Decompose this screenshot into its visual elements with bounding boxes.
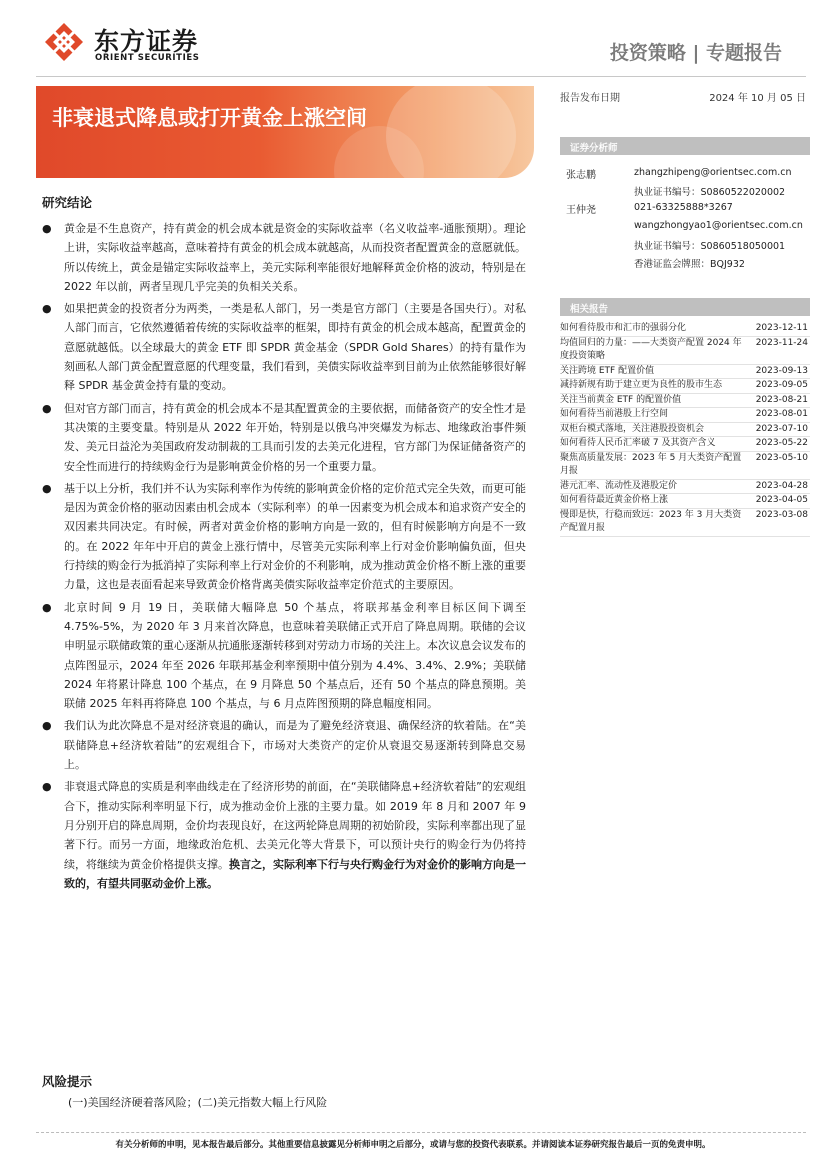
analyst-license: 执业证书编号：S0860522020002 (634, 187, 786, 198)
footer-divider (36, 1132, 806, 1133)
related-report-item[interactable] (560, 379, 810, 394)
conclusion-bullet (42, 777, 526, 893)
orient-securities-logo (44, 22, 234, 66)
conclusion-bullet (42, 399, 526, 476)
bullet-icon: ● (42, 719, 52, 733)
analyst-hk-license: 香港证监会牌照：BQJ932 (634, 259, 745, 270)
report-date-value: 2024 年 10 月 05 日 (709, 93, 806, 104)
related-report-title[interactable]: 港元汇率、流动性及港股定价 (560, 480, 678, 491)
header-divider (36, 76, 806, 77)
analysts-header-label: 证券分析师 (570, 143, 618, 154)
related-report-date: 2023-05-10 (755, 452, 808, 463)
related-report-date: 2023-04-05 (755, 495, 808, 505)
related-report-title[interactable]: 双柜台模式落地，关注港股投资机会 (560, 423, 705, 434)
bullet-text: 但对官方部门而言，持有黄金的机会成本不是其配置黄金的主要依据，而储备资产的安全性才是其决策的主要变量。特别是从 2022 年开始，特别是以俄乌冲突爆发为标志、地缘政治事件频发、美元日益沦为美国政府发动制裁的工具而引发的去美元化进程，官方部门为保证储备资产的安全性而进行的持续购金行为是影响黄金价格的另一个重要力量。 (64, 401, 526, 473)
analyst-phone: 021-63325888*3267 (634, 202, 733, 213)
conclusion-bullet (42, 479, 526, 595)
report-title: 非衰退式降息或打开黄金上涨空间 (52, 106, 367, 130)
bullet-bold-text: 换言之，实际利率下行与央行购金行为对金价的影响方向是一致的，有望共同驱动金价上涨。 (64, 857, 526, 890)
related-report-date: 2023-05-22 (755, 438, 808, 448)
analyst-name: 王仲尧 (566, 205, 596, 216)
bullet-text: 基于以上分析，我们并不认为实际利率作为传统的影响黄金价格的定价范式完全失效，而更可能是因为黄金价格的驱动因素由机会成本（实际利率）的单一因素变为机会成本和追求资产安全的双因素共同决定。有时候，两者对黄金价格的影响方向是一致的，但有时候影响方向是不一致的。在 2022 年年中开启的黄金上涨行情中，尽管美元实际利率上行对金价影响偏负面，但央行持续的购金行为抵消掉了实际利率上行对金价的不利影响，成为推动黄金价格不断上涨的重要力量，这也是表面看起来导致黄金价格背离美债实际收益率定价范式的主要原因。 (64, 481, 527, 592)
related-report-date: 2023-12-11 (755, 323, 808, 333)
logo-english-name: ORIENT SECURITIES (95, 53, 200, 63)
bullet-icon: ● (42, 780, 52, 794)
related-reports-header-label: 相关报告 (570, 304, 609, 315)
related-report-date: 2023-11-24 (755, 337, 808, 348)
related-report-item[interactable] (560, 423, 810, 438)
related-report-date: 2023-04-28 (755, 480, 808, 491)
related-report-date: 2023-09-13 (755, 365, 808, 376)
related-report-title[interactable]: 如何看待股市和汇市的强弱分化 (560, 323, 687, 333)
related-report-item[interactable] (560, 480, 810, 495)
analysts-header (560, 137, 810, 155)
analyst-name: 张志鹏 (566, 170, 596, 181)
bullet-icon: ● (42, 401, 52, 415)
analyst-email[interactable]: wangzhongyao1@orientsec.com.cn (634, 220, 803, 231)
conclusion-title: 研究结论 (42, 195, 93, 210)
related-report-title[interactable]: 慢即是快，行稳而致远：2023 年 3 月大类资产配置月报 (560, 509, 742, 533)
related-report-title[interactable]: 如何看待最近黄金价格上涨 (560, 495, 669, 505)
related-reports-list (560, 322, 810, 537)
related-reports-header (560, 298, 810, 316)
related-report-item[interactable] (560, 322, 810, 337)
related-report-date: 2023-09-05 (755, 380, 808, 390)
logo-chinese-name: 东方证券 (94, 27, 199, 56)
related-report-title[interactable]: 均值回归的力量：——大类资产配置 2024 年度投资策略 (560, 337, 742, 361)
related-report-date: 2023-08-21 (755, 394, 808, 405)
bullet-icon: ● (42, 481, 52, 495)
bullet-text: 非衰退式降息的实质是利率曲线走在了经济形势的前面，在“美联储降息+经济软着陆”的宏观组合下，推动实际利率明显下行，成为推动金价上涨的主要力量。如 2019 年 8 月和 2007 年 9 月分别开启的降息周期，金价均表现良好，在这两轮降息周期的初始阶段，实际利率都出现了显著下行。而另一方面，地缘政治危机、去美元化等大背景下，可以预计央行的购金行为仍将持续，将继续为黄金价格提供支撑。 (64, 780, 526, 871)
bullet-text: 黄金是不生息资产，持有黄金的机会成本就是资金的实际收益率（名义收益率-通胀预期）。理论上讲，实际收益率越高，意味着持有黄金的机会成本就越高，从而投资者配置黄金的意愿就低。所以传统上，黄金是锚定实际收益率上，美元实际利率能很好地解释黄金价格的波动，特别是在 2022 年以前，两者呈现几乎完美的负相关关系。 (64, 222, 526, 293)
bullet-text: 北京时间 9 月 19 日，美联储大幅降息 50 个基点，将联邦基金利率目标区间下调至 4.75%-5%，为 2020 年 3 月来首次降息，也意味着美联储正式开启了降息周期。联储的会议申明显示联储政策的重心逐渐从抗通胀逐渐转移到对劳动力市场的关注上。本次议息会议发布的点阵图显示，2024 年至 2026 年联邦基金利率预期中值分别为 4.4%、3.4%、2.9%；美联储 2024 年将累计降息 100 个基点，在 9 月降息 50 个基点后，还有 50 个基点的降息预期。美联储 2025 年料再将降息 100 个基点，与 6 月点阵图预期的降息幅度相同。 (64, 600, 526, 711)
bullet-text: 如果把黄金的投资者分为两类，一类是私人部门，另一类是官方部门（主要是各国央行）。对私人部门而言，它依然遵循着传统的实际收益率的框架，即持有黄金的机会成本越高，配置黄金的意愿就越低。以全球最大的黄金 ETF 即 SPDR 黄金基金（SPDR Gold Shares）的持有量作为刻画私人部门黄金配置意愿的代理变量，我们看到，美债实际收益率到目前为止依然能够很好解释 SPDR 基金黄金持有量的变动。 (64, 302, 526, 393)
related-report-date: 2023-07-10 (755, 423, 808, 434)
related-report-date: 2023-08-01 (755, 409, 808, 419)
orient-logo-icon (44, 22, 84, 62)
title-banner (36, 86, 534, 178)
related-report-date: 2023-03-08 (755, 509, 808, 520)
report-date-label: 报告发布日期 (560, 93, 620, 104)
conclusion-bullet (42, 716, 526, 774)
related-report-title[interactable]: 关注当前黄金 ETF 的配置价值 (560, 394, 682, 405)
related-report-item[interactable] (560, 494, 810, 509)
conclusion-list (42, 219, 526, 896)
related-report-title[interactable]: 减持新规有助于建立更为良性的股市生态 (560, 380, 723, 390)
related-report-item[interactable] (560, 408, 810, 423)
bullet-icon: ● (42, 600, 52, 614)
related-report-title[interactable]: 关注跨境 ETF 配置价值 (560, 365, 655, 376)
risk-title: 风险提示 (42, 1074, 93, 1089)
related-report-title[interactable]: 如何看待当前港股上行空间 (560, 409, 669, 419)
related-report-item[interactable] (560, 509, 810, 537)
related-report-item[interactable] (560, 394, 810, 409)
related-report-title[interactable]: 聚焦高质量发展：2023 年 5 月大类资产配置月报 (560, 452, 742, 476)
conclusion-bullet (42, 219, 526, 296)
conclusion-bullet (42, 299, 526, 395)
related-report-item[interactable] (560, 452, 810, 480)
risk-text: (一)美国经济硬着落风险；(二)美元指数大幅上行风险 (68, 1096, 328, 1109)
analyst-email[interactable]: zhangzhipeng@orientsec.com.cn (634, 167, 792, 178)
bullet-icon: ● (42, 302, 52, 316)
document-type: 投资策略 | 专题报告 (609, 42, 782, 64)
related-report-item[interactable] (560, 337, 810, 365)
related-report-item[interactable] (560, 365, 810, 380)
conclusion-bullet (42, 598, 526, 714)
bullet-icon: ● (42, 222, 52, 235)
analyst-license: 执业证书编号：S0860518050001 (634, 241, 786, 252)
footer-disclaimer: 有关分析师的申明，见本报告最后部分。其他重要信息披露见分析师申明之后部分，或请与您的投资代表联系。并请阅读本证券研究报告最后一页的免责申明。 (115, 1140, 711, 1150)
bullet-text: 我们认为此次降息不是对经济衰退的确认，而是为了避免经济衰退、确保经济的软着陆。在“美联储降息+经济软着陆”的宏观组合下，市场对大类资产的定价从衰退交易逐渐转到降息交易上。 (64, 719, 526, 772)
related-report-title[interactable]: 如何看待人民币汇率破 7 及其资产含义 (560, 438, 716, 448)
related-report-item[interactable] (560, 437, 810, 452)
